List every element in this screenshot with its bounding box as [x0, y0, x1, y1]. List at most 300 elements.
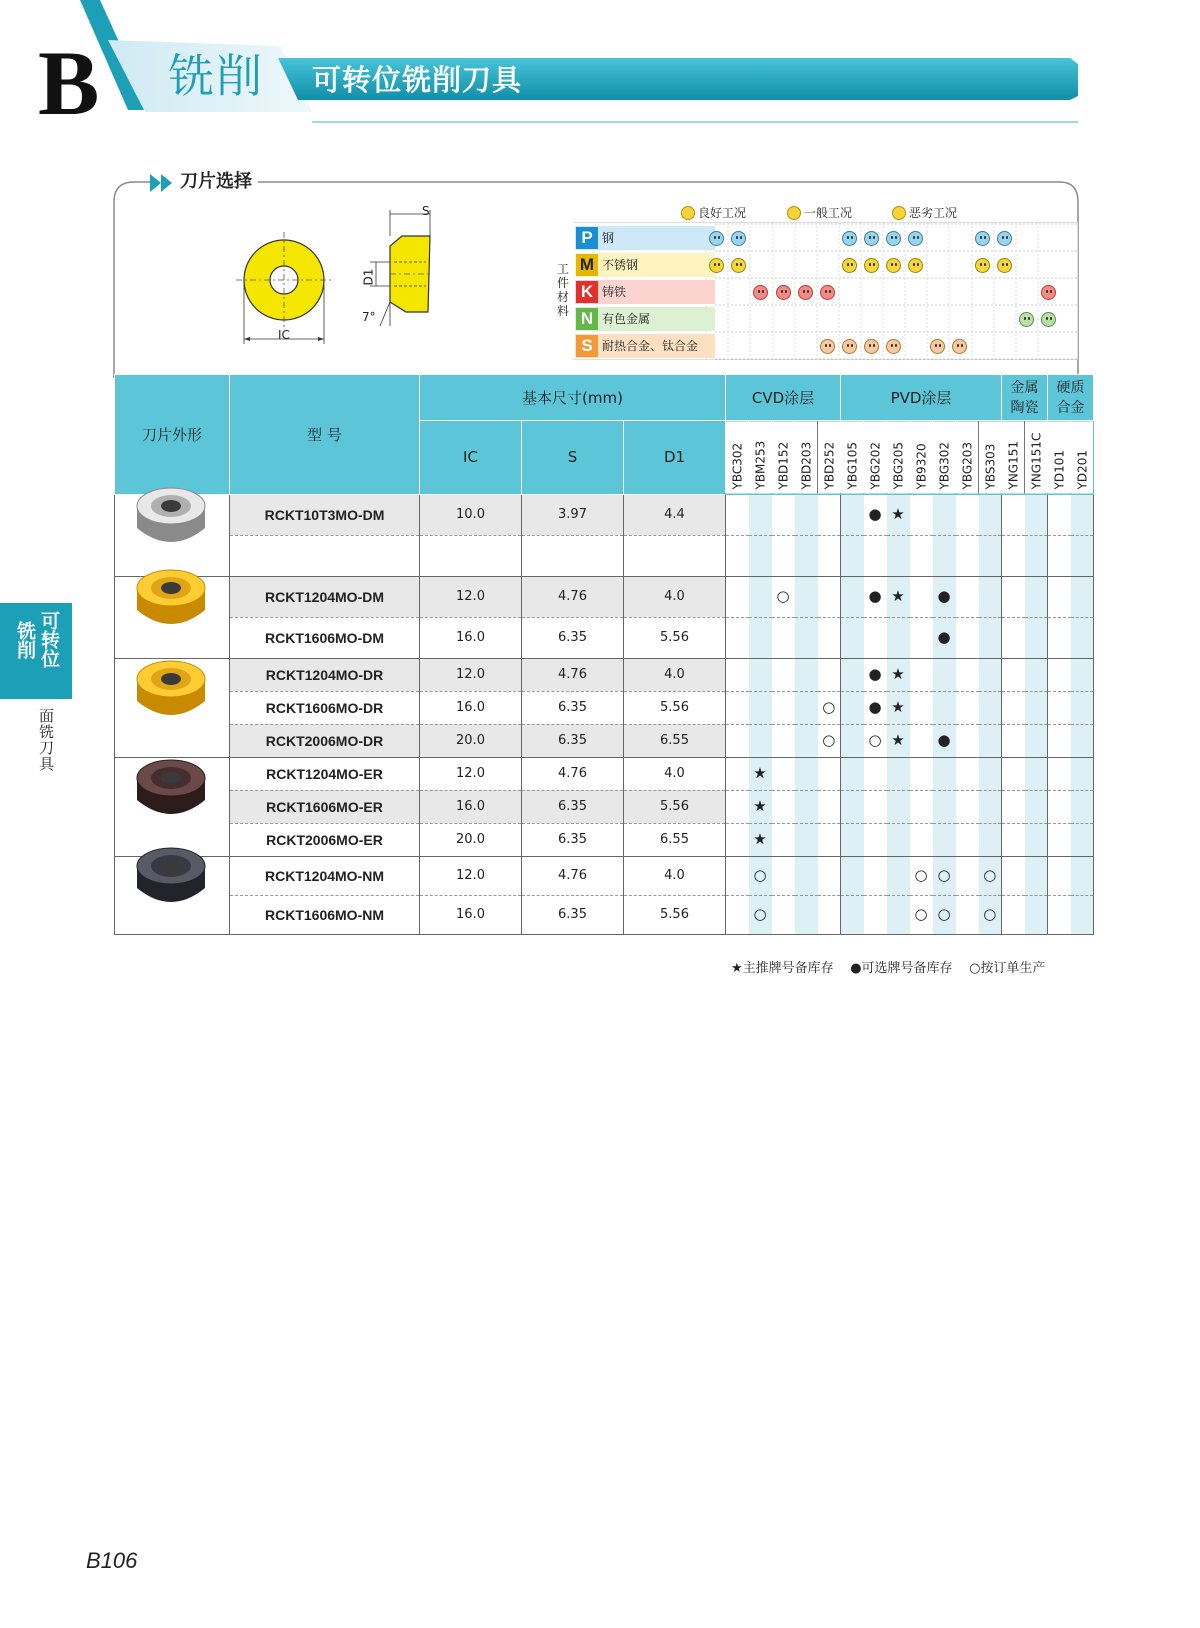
grade-ybg203: YBG203	[956, 421, 979, 495]
cell-ic	[420, 535, 522, 576]
cell-ic: 12.0	[420, 658, 522, 691]
cell-s: 6.35	[522, 823, 624, 856]
grade-mark: ★	[887, 658, 910, 691]
grade-mark	[933, 494, 956, 535]
cell-ic: 16.0	[420, 790, 522, 823]
grade-mark	[818, 856, 841, 895]
grade-mark	[726, 576, 749, 617]
grade-mark	[979, 658, 1002, 691]
grade-mark	[1002, 494, 1025, 535]
grade-mark	[1025, 823, 1048, 856]
grade-mark	[1048, 535, 1071, 576]
grade-mark	[818, 757, 841, 790]
cell-d1: 5.56	[624, 617, 726, 658]
condition-face-icon	[731, 258, 746, 273]
material-row-n: N 有色金属	[575, 307, 715, 331]
grade-mark	[726, 895, 749, 934]
grade-ybg202: YBG202	[864, 421, 887, 495]
condition-face-icon	[886, 339, 901, 354]
grade-mark: ●	[933, 576, 956, 617]
condition-face-icon	[820, 285, 835, 300]
condition-face-icon	[798, 285, 813, 300]
cell-ic: 12.0	[420, 856, 522, 895]
condition-face-icon	[709, 231, 724, 246]
condition-face-icon	[842, 339, 857, 354]
grade-mark	[1025, 757, 1048, 790]
grade-mark	[749, 691, 772, 724]
side-tab-main2: 铣削	[14, 621, 36, 659]
grade-mark	[772, 790, 795, 823]
grade-mark	[818, 895, 841, 934]
grade-mark	[772, 895, 795, 934]
cell-ic: 20.0	[420, 724, 522, 757]
grade-ybg105: YBG105	[841, 421, 864, 495]
grade-ybd252: YBD252	[818, 421, 841, 495]
table-row	[115, 691, 1094, 724]
grade-mark	[1002, 535, 1025, 576]
grade-mark	[887, 856, 910, 895]
cell-ic: 16.0	[420, 895, 522, 934]
grade-mark	[795, 823, 818, 856]
insert-nm-dark-image	[131, 842, 211, 916]
grade-ybc302: YBC302	[726, 421, 749, 495]
grade-mark	[1002, 658, 1025, 691]
col-d1: D1	[624, 421, 726, 495]
grade-mark	[956, 494, 979, 535]
grade-mark	[910, 724, 933, 757]
grade-mark	[1025, 658, 1048, 691]
grade-mark	[1002, 757, 1025, 790]
insert-dr-gold-image	[131, 655, 211, 729]
grade-yd101: YD101	[1048, 421, 1071, 495]
grade-mark	[1025, 617, 1048, 658]
cell-d1	[624, 535, 726, 576]
cell-s: 6.35	[522, 790, 624, 823]
condition-face-icon	[864, 339, 879, 354]
dim-ic-label: IC	[278, 328, 290, 342]
grade-mark	[795, 535, 818, 576]
dim-d1-label: D1	[361, 268, 376, 286]
grade-mark	[910, 617, 933, 658]
cell-model: RCKT1204MO-ER	[230, 757, 420, 790]
grade-mark	[749, 724, 772, 757]
grade-mark	[910, 576, 933, 617]
group-cvd: CVD涂层	[726, 375, 841, 421]
grade-mark	[910, 494, 933, 535]
table-row	[115, 724, 1094, 757]
grade-mark	[772, 823, 795, 856]
grade-mark	[1048, 617, 1071, 658]
col-shape: 刀片外形	[115, 375, 230, 495]
cell-ic: 12.0	[420, 757, 522, 790]
grade-mark	[726, 535, 749, 576]
grade-mark	[818, 658, 841, 691]
material-row-k: K 铸铁	[575, 280, 715, 304]
cell-model: RCKT1204MO-DR	[230, 658, 420, 691]
grade-mark	[1048, 494, 1071, 535]
grade-yng151: YNG151	[1002, 421, 1025, 495]
cell-d1: 6.55	[624, 724, 726, 757]
material-row-p: P 钢	[575, 226, 715, 250]
condition-face-icon	[1041, 285, 1056, 300]
grade-mark: ★	[749, 757, 772, 790]
grade-mark	[1048, 576, 1071, 617]
cell-s: 6.35	[522, 691, 624, 724]
grade-mark	[772, 757, 795, 790]
grade-mark	[726, 691, 749, 724]
condition-face-icon	[709, 258, 724, 273]
condition-face-icon	[1041, 312, 1056, 327]
grade-mark	[1002, 823, 1025, 856]
grade-mark	[910, 691, 933, 724]
grade-mark	[887, 790, 910, 823]
grade-mark	[841, 724, 864, 757]
grade-yb9320: YB9320	[910, 421, 933, 495]
grade-mark: ○	[979, 895, 1002, 934]
grade-mark	[1025, 724, 1048, 757]
grade-mark	[726, 658, 749, 691]
grade-mark	[1025, 576, 1048, 617]
grade-mark	[841, 535, 864, 576]
cell-model: RCKT2006MO-DR	[230, 724, 420, 757]
cell-ic: 16.0	[420, 691, 522, 724]
cell-s: 3.97	[522, 494, 624, 535]
cell-model: RCKT1606MO-DR	[230, 691, 420, 724]
grade-mark	[933, 790, 956, 823]
dim-s-label: S	[422, 204, 430, 218]
condition-face-icon	[1019, 312, 1034, 327]
cell-ic: 10.0	[420, 494, 522, 535]
cell-d1: 6.55	[624, 823, 726, 856]
grade-mark	[1048, 658, 1071, 691]
legend-normal: 一般工况	[787, 205, 852, 221]
condition-face-icon	[864, 231, 879, 246]
material-side-label: 工件材料	[556, 262, 569, 318]
grade-mark	[979, 724, 1002, 757]
group-cermet: 金属陶瓷	[1002, 375, 1048, 421]
grade-mark	[795, 576, 818, 617]
grade-mark	[772, 691, 795, 724]
grade-mark	[795, 691, 818, 724]
grade-mark	[979, 617, 1002, 658]
grade-mark: ●	[864, 691, 887, 724]
grade-mark	[910, 535, 933, 576]
grade-mark: ○	[910, 895, 933, 934]
condition-face-icon	[997, 231, 1012, 246]
legend-circle: ○按订单生产	[969, 961, 1046, 976]
grade-mark	[864, 617, 887, 658]
grade-mark	[749, 576, 772, 617]
section-title: 铣削	[168, 49, 264, 103]
grade-mark	[841, 790, 864, 823]
condition-face-icon	[776, 285, 791, 300]
col-dims: 基本尺寸(mm)	[420, 375, 726, 421]
grade-mark	[772, 494, 795, 535]
grade-mark: ●	[933, 724, 956, 757]
cell-s: 6.35	[522, 617, 624, 658]
table-row	[115, 823, 1094, 856]
cell-model: RCKT1606MO-NM	[230, 895, 420, 934]
grade-mark	[1002, 895, 1025, 934]
table-row	[115, 790, 1094, 823]
grade-mark	[1071, 895, 1094, 934]
cell-model: RCKT1204MO-NM	[230, 856, 420, 895]
grade-ybg205: YBG205	[887, 421, 910, 495]
condition-face-icon	[952, 339, 967, 354]
selection-label: 刀片选择	[150, 170, 258, 194]
grade-ybg302: YBG302	[933, 421, 956, 495]
grade-mark	[795, 757, 818, 790]
grade-mark	[956, 823, 979, 856]
cell-d1: 4.0	[624, 757, 726, 790]
cell-s: 6.35	[522, 895, 624, 934]
grade-mark	[1071, 856, 1094, 895]
grade-mark	[726, 494, 749, 535]
grade-mark	[956, 658, 979, 691]
side-tab[interactable]	[0, 603, 72, 699]
condition-face-icon	[886, 258, 901, 273]
grade-mark	[1002, 856, 1025, 895]
table-row	[115, 494, 1094, 535]
cell-ic: 20.0	[420, 823, 522, 856]
grade-mark	[1071, 790, 1094, 823]
col-model: 型 号	[230, 375, 420, 495]
grade-mark	[1025, 895, 1048, 934]
cell-model: RCKT1606MO-ER	[230, 790, 420, 823]
legend-bad: 恶劣工况	[892, 205, 957, 221]
grade-mark	[1025, 691, 1048, 724]
grade-mark	[887, 757, 910, 790]
grade-mark	[841, 823, 864, 856]
insert-er-dark-image	[131, 754, 211, 828]
legend-star: ★主推牌号备库存	[731, 961, 834, 976]
grade-mark	[749, 494, 772, 535]
grade-mark	[1025, 856, 1048, 895]
condition-face-icon	[997, 258, 1012, 273]
grade-mark	[956, 691, 979, 724]
material-row-s: S 耐热合金、钛合金	[575, 334, 715, 358]
grade-mark	[933, 535, 956, 576]
grade-mark	[1048, 895, 1071, 934]
side-tab-main1: 可转位	[38, 611, 60, 668]
cell-model: RCKT1204MO-DM	[230, 576, 420, 617]
grade-mark	[864, 856, 887, 895]
grade-mark: ●	[864, 576, 887, 617]
grade-mark	[864, 757, 887, 790]
grade-mark	[772, 856, 795, 895]
grade-mark	[864, 790, 887, 823]
cell-s: 4.76	[522, 658, 624, 691]
grade-mark: ○	[933, 895, 956, 934]
grade-mark	[841, 617, 864, 658]
cell-d1: 4.0	[624, 658, 726, 691]
section-letter: B	[38, 32, 100, 134]
grade-mark	[864, 895, 887, 934]
grade-mark: ○	[749, 856, 772, 895]
cell-s	[522, 535, 624, 576]
grade-ybs303: YBS303	[979, 421, 1002, 495]
condition-face-icon	[842, 231, 857, 246]
table-row	[115, 617, 1094, 658]
grade-mark	[956, 724, 979, 757]
grade-ybd152: YBD152	[772, 421, 795, 495]
grade-mark: ●	[864, 658, 887, 691]
cell-d1: 4.0	[624, 856, 726, 895]
grade-mark	[956, 535, 979, 576]
condition-face-icon	[842, 258, 857, 273]
grade-mark	[795, 856, 818, 895]
grade-mark: ★	[749, 823, 772, 856]
grade-mark: ○	[864, 724, 887, 757]
cell-d1: 5.56	[624, 691, 726, 724]
grade-mark: ★	[887, 576, 910, 617]
grade-mark	[795, 724, 818, 757]
grade-mark: ★	[749, 790, 772, 823]
grade-mark	[1071, 576, 1094, 617]
grade-mark	[956, 576, 979, 617]
insert-table	[114, 374, 1094, 935]
grade-mark	[887, 895, 910, 934]
grade-mark	[749, 658, 772, 691]
grade-mark	[1071, 617, 1094, 658]
condition-face-icon	[753, 285, 768, 300]
grade-mark	[795, 494, 818, 535]
grade-mark	[979, 494, 1002, 535]
grade-mark	[795, 790, 818, 823]
insert-diagram	[230, 202, 450, 352]
cell-model: RCKT10T3MO-DM	[230, 494, 420, 535]
grade-mark	[1025, 535, 1048, 576]
grade-mark	[910, 823, 933, 856]
condition-face-icon	[820, 339, 835, 354]
grade-mark	[818, 494, 841, 535]
grade-mark: ○	[933, 856, 956, 895]
grade-mark	[864, 535, 887, 576]
grade-ybm253: YBM253	[749, 421, 772, 495]
grade-mark	[772, 617, 795, 658]
grade-mark	[1002, 617, 1025, 658]
dim-angle-label: 7°	[362, 310, 376, 324]
cell-ic: 12.0	[420, 576, 522, 617]
grade-mark	[1048, 724, 1071, 757]
grade-mark	[841, 757, 864, 790]
grade-mark	[726, 617, 749, 658]
grade-mark	[956, 856, 979, 895]
grade-mark	[1071, 535, 1094, 576]
grade-mark	[772, 535, 795, 576]
grade-mark: ●	[933, 617, 956, 658]
table-row	[115, 535, 1094, 576]
condition-face-icon	[930, 339, 945, 354]
cell-s: 4.76	[522, 757, 624, 790]
grade-mark	[841, 856, 864, 895]
grade-mark	[772, 724, 795, 757]
legend-dot: ●可选牌号备库存	[850, 961, 953, 976]
grade-mark	[956, 790, 979, 823]
grade-mark	[795, 895, 818, 934]
grade-mark: ○	[749, 895, 772, 934]
grade-mark: ★	[887, 494, 910, 535]
table-row	[115, 856, 1094, 895]
grade-mark	[979, 757, 1002, 790]
grade-mark	[910, 790, 933, 823]
grade-mark	[795, 658, 818, 691]
smile-face-icon	[681, 206, 695, 220]
grade-mark: ★	[887, 691, 910, 724]
insert-dm-gold-image	[131, 564, 211, 638]
grade-mark	[841, 691, 864, 724]
grade-mark	[726, 790, 749, 823]
grade-mark	[933, 658, 956, 691]
condition-face-icon	[731, 231, 746, 246]
grade-mark	[841, 576, 864, 617]
material-row-m: M 不锈钢	[575, 253, 715, 277]
grade-mark	[818, 823, 841, 856]
grade-mark	[1002, 724, 1025, 757]
table-row	[115, 895, 1094, 934]
grade-mark	[1071, 724, 1094, 757]
condition-face-icon	[908, 231, 923, 246]
grade-mark	[933, 691, 956, 724]
grade-mark: ○	[910, 856, 933, 895]
grade-mark	[887, 535, 910, 576]
grade-mark	[956, 617, 979, 658]
table-row	[115, 757, 1094, 790]
grade-mark: ★	[887, 724, 910, 757]
side-subtitle: 面铣刀具	[37, 708, 55, 772]
grade-mark	[726, 724, 749, 757]
cell-model: RCKT1606MO-DM	[230, 617, 420, 658]
grade-mark	[979, 823, 1002, 856]
table-row	[115, 576, 1094, 617]
table-row	[115, 658, 1094, 691]
grade-mark	[1071, 757, 1094, 790]
grade-mark	[979, 576, 1002, 617]
cell-d1: 5.56	[624, 895, 726, 934]
grade-mark	[726, 757, 749, 790]
grade-mark	[887, 617, 910, 658]
grade-mark	[979, 790, 1002, 823]
grade-yng151c: YNG151C	[1025, 421, 1048, 495]
grade-mark	[772, 658, 795, 691]
double-arrow-icon	[150, 174, 176, 192]
sad-face-icon	[892, 206, 906, 220]
grade-mark	[1048, 790, 1071, 823]
cell-s: 4.76	[522, 576, 624, 617]
grade-mark	[1071, 658, 1094, 691]
cell-model: RCKT2006MO-ER	[230, 823, 420, 856]
grade-mark	[818, 535, 841, 576]
grade-mark	[979, 691, 1002, 724]
cell-d1: 5.56	[624, 790, 726, 823]
cell-s: 4.76	[522, 856, 624, 895]
grade-mark	[1025, 494, 1048, 535]
cell-s: 6.35	[522, 724, 624, 757]
page-title: 可转位铣削刀具	[312, 63, 523, 97]
grade-mark: ○	[818, 691, 841, 724]
grade-mark	[933, 757, 956, 790]
cell-ic: 16.0	[420, 617, 522, 658]
cell-d1: 4.4	[624, 494, 726, 535]
grade-mark: ○	[772, 576, 795, 617]
grade-mark	[841, 494, 864, 535]
grade-mark	[864, 823, 887, 856]
grade-mark	[1071, 823, 1094, 856]
page-number: B106	[86, 1548, 138, 1573]
cell-model	[230, 535, 420, 576]
group-pvd: PVD涂层	[841, 375, 1002, 421]
grade-mark: ●	[864, 494, 887, 535]
